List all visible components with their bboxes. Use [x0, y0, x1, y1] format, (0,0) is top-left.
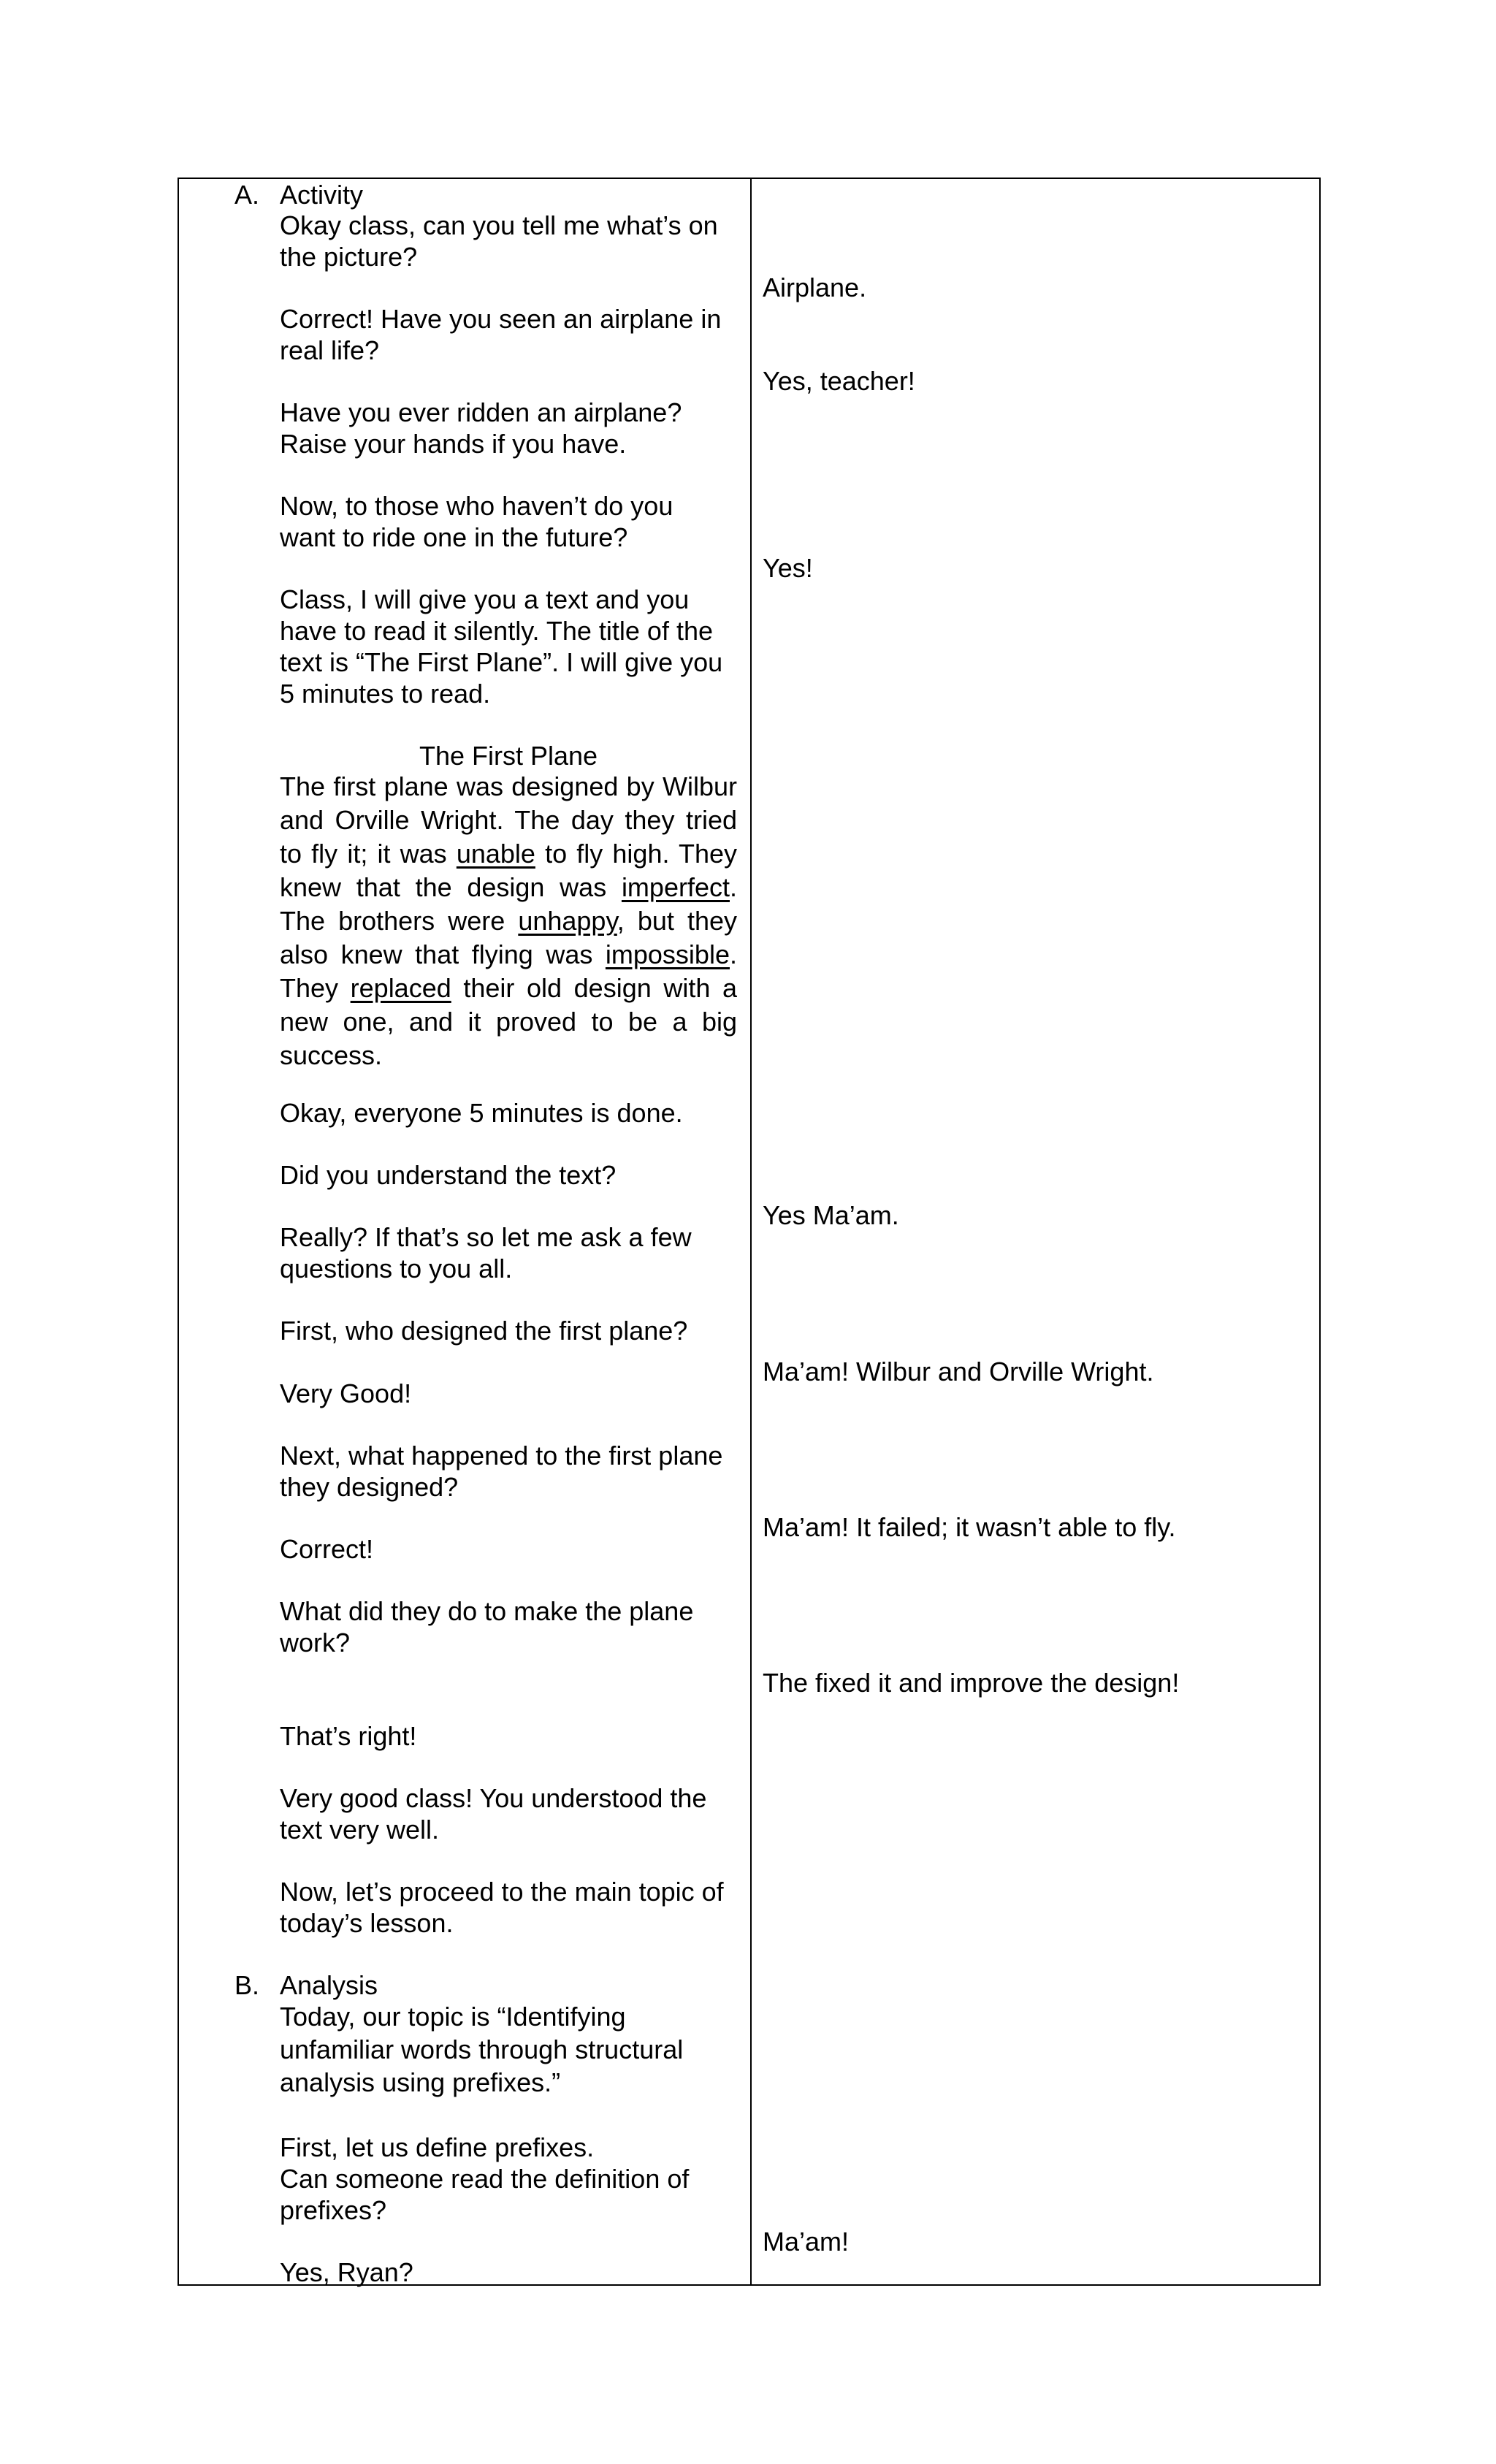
student-response: Yes!: [763, 553, 813, 583]
teacher-line: Really? If that’s so let me ask a few: [280, 1222, 692, 1252]
teacher-line: Now, to those who haven’t do you: [280, 491, 673, 521]
teacher-line: today’s lesson.: [280, 1908, 454, 1938]
student-response: Yes, teacher!: [763, 366, 915, 396]
teacher-line: Correct!: [280, 1534, 374, 1564]
teacher-line: prefixes?: [280, 2195, 387, 2225]
section-a-heading: Activity: [280, 180, 364, 210]
teacher-line: Very Good!: [280, 1378, 412, 1408]
student-response: Yes Ma’am.: [763, 1200, 899, 1230]
underlined-word: imperfect: [621, 872, 730, 902]
teacher-line: Class, I will give you a text and you: [280, 584, 690, 614]
teacher-line: unfamiliar words through structural: [280, 2034, 684, 2064]
teacher-line: text is “The First Plane”. I will give you: [280, 647, 723, 677]
teacher-line: Have you ever ridden an airplane?: [280, 397, 682, 427]
teacher-line: the picture?: [280, 242, 418, 272]
student-response: Ma’am! It failed; it wasn’t able to fly.: [763, 1512, 1176, 1542]
teacher-line: Correct! Have you seen an airplane in: [280, 304, 722, 334]
underlined-word: impossible: [605, 939, 730, 969]
section-b-marker: B.: [234, 1970, 260, 2000]
teacher-line: text very well.: [280, 1815, 440, 1845]
student-response: The fixed it and improve the design!: [763, 1668, 1180, 1698]
story-title: The First Plane: [419, 741, 598, 771]
column-divider: [750, 179, 752, 2284]
underlined-word: unable: [456, 839, 535, 869]
teacher-line: they designed?: [280, 1472, 459, 1502]
teacher-line: That’s right!: [280, 1721, 417, 1751]
student-response: Ma’am! Wilbur and Orville Wright.: [763, 1357, 1154, 1387]
teacher-line: Now, let’s proceed to the main topic of: [280, 1877, 724, 1907]
student-response: Ma’am!: [763, 2227, 850, 2257]
teacher-line: Very good class! You understood the: [280, 1783, 707, 1813]
teacher-line: 5 minutes to read.: [280, 679, 491, 709]
teacher-line: Okay class, can you tell me what’s on: [280, 210, 718, 240]
story-paragraph: The first plane was designed by Wilbur and Orville Wright. The day they tried to fly it; it was unable to fly high. They knew that the design was imperfect. The brothers were unhappy, but they also knew that flying was impossible. They replaced their old design with a new one, and it proved to be a big success.: [280, 771, 737, 1070]
lesson-table: [178, 178, 1321, 2286]
student-response: Airplane.: [763, 272, 867, 302]
section-b-heading: Analysis: [280, 1970, 378, 2000]
teacher-line: What did they do to make the plane: [280, 1596, 694, 1626]
teacher-line: First, who designed the first plane?: [280, 1316, 688, 1346]
teacher-line: Okay, everyone 5 minutes is done.: [280, 1098, 683, 1128]
teacher-line: Did you understand the text?: [280, 1160, 617, 1190]
teacher-line: analysis using prefixes.”: [280, 2067, 561, 2097]
teacher-line: real life?: [280, 335, 380, 365]
teacher-line: First, let us define prefixes.: [280, 2132, 595, 2162]
teacher-line: Can someone read the definition of: [280, 2164, 690, 2194]
underlined-word: unhappy: [518, 906, 617, 936]
teacher-line: Yes, Ryan?: [280, 2257, 413, 2287]
teacher-line: have to read it silently. The title of the: [280, 616, 713, 646]
section-a-marker: A.: [234, 180, 260, 210]
teacher-line: questions to you all.: [280, 1254, 513, 1284]
teacher-line: work?: [280, 1628, 351, 1658]
teacher-line: Today, our topic is “Identifying: [280, 2002, 626, 2032]
underlined-word: replaced: [350, 973, 451, 1003]
teacher-line: want to ride one in the future?: [280, 522, 628, 552]
teacher-line: Raise your hands if you have.: [280, 429, 627, 459]
teacher-line: Next, what happened to the first plane: [280, 1441, 723, 1471]
